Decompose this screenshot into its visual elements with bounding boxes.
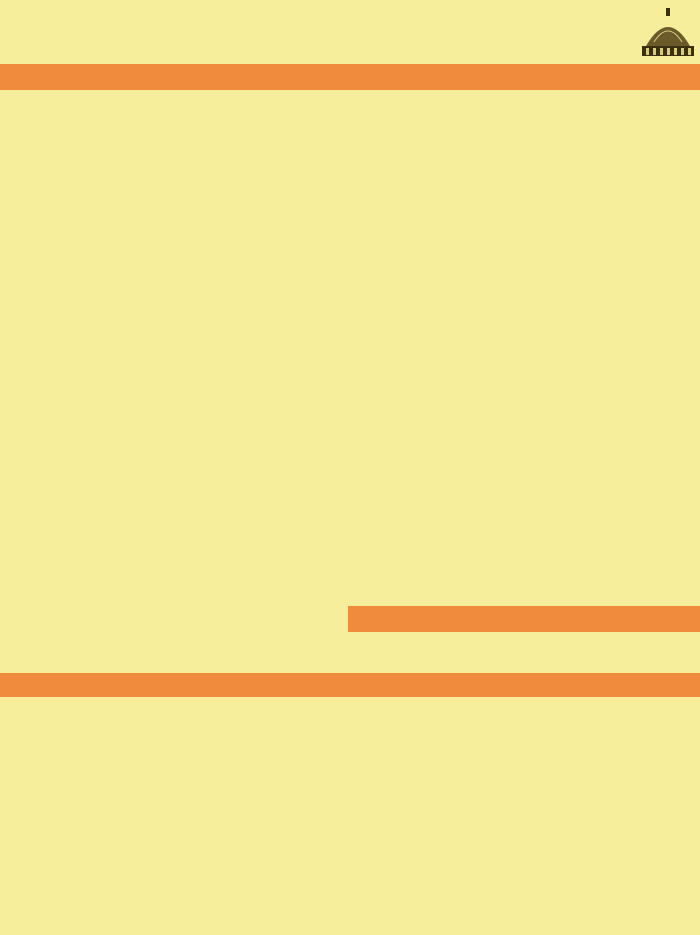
science-house-banner bbox=[348, 606, 700, 632]
theatre-dome-icon bbox=[640, 2, 696, 58]
header bbox=[0, 0, 700, 62]
big-hall-banner bbox=[0, 64, 700, 90]
concert-hall-banner bbox=[0, 673, 700, 697]
